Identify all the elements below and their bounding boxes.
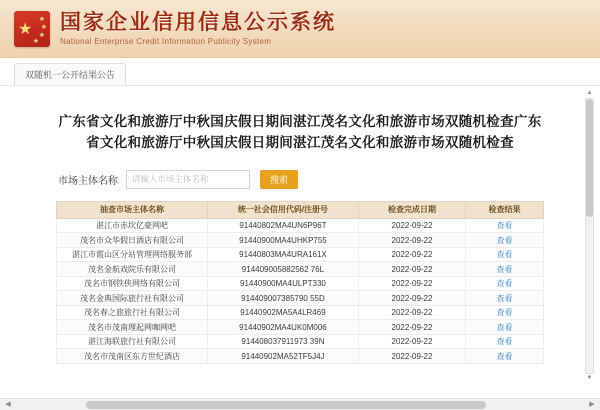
cell-check-date: 2022-09-22 xyxy=(358,218,465,233)
cell-check-date: 2022-09-22 xyxy=(358,305,465,320)
cell-entity-name: 茂名市茂南区东方世纪酒店 xyxy=(57,349,208,364)
cell-check-date: 2022-09-22 xyxy=(358,233,465,248)
table-row xyxy=(57,291,544,306)
view-result-link[interactable]: 查看 xyxy=(496,279,513,289)
results-table xyxy=(56,201,544,364)
breadcrumb-tab-result-announcement[interactable]: 双随机一公开结果公告 xyxy=(14,63,126,85)
cell-check-date: 2022-09-22 xyxy=(358,276,465,291)
cell-check-date: 2022-09-22 xyxy=(358,349,465,364)
view-result-link[interactable]: 查看 xyxy=(496,322,513,332)
cell-check-result xyxy=(466,305,544,320)
cell-credit-code: 91440803MA4URA161X xyxy=(207,247,358,262)
horizontal-scrollbar[interactable] xyxy=(0,398,600,410)
search-button[interactable]: 搜索 xyxy=(260,170,298,189)
view-result-link[interactable]: 查看 xyxy=(496,293,513,303)
view-result-link[interactable]: 查看 xyxy=(496,221,513,231)
cell-entity-name: 茂名市茂南理起网咖网吧 xyxy=(57,320,208,335)
cell-credit-code: 914408037911973 39N xyxy=(207,334,358,349)
vertical-scrollbar-thumb[interactable] xyxy=(586,99,593,217)
cell-check-result xyxy=(466,320,544,335)
search-label: 市场主体名称 xyxy=(58,175,118,187)
site-header xyxy=(0,0,600,58)
scroll-down-icon[interactable]: ▼ xyxy=(586,375,593,381)
column-header-result: 检查结果 xyxy=(466,201,544,218)
cell-check-result xyxy=(466,291,544,306)
view-result-link[interactable]: 查看 xyxy=(496,264,513,274)
cell-check-result xyxy=(466,247,544,262)
breadcrumb xyxy=(0,58,600,86)
cell-check-result xyxy=(466,218,544,233)
cell-credit-code: 91440900MA4ULPT330 xyxy=(207,276,358,291)
table-row xyxy=(57,218,544,233)
content-card xyxy=(0,86,600,410)
cell-entity-name: 湛江市霞山区分站管理网络服务部 xyxy=(57,247,208,262)
cell-check-result xyxy=(466,276,544,291)
national-emblem-icon: ★ ★ ★ ★ ★ xyxy=(14,11,50,47)
table-row xyxy=(57,262,544,277)
cell-check-result xyxy=(466,334,544,349)
table-row xyxy=(57,305,544,320)
view-result-link[interactable]: 查看 xyxy=(496,250,513,260)
site-titles xyxy=(60,11,336,46)
site-title-cn: 国家企业信用信息公示系统 xyxy=(60,10,336,34)
cell-credit-code: 91440902MA5A4LR469 xyxy=(207,305,358,320)
cell-entity-name: 湛江海联旅行社有限公司 xyxy=(57,334,208,349)
horizontal-scrollbar-thumb[interactable] xyxy=(86,401,486,409)
cell-check-date: 2022-09-22 xyxy=(358,320,465,335)
table-row xyxy=(57,334,544,349)
table-row xyxy=(57,276,544,291)
page-title: 广东省文化和旅游厅中秋国庆假日期间湛江茂名文化和旅游市场双随机检查广东省文化和旅游厅中秋国庆假日期间湛江茂名文化和旅游市场双随机检查 xyxy=(58,114,542,150)
cell-entity-name: 茂名金航戏院乐有限公司 xyxy=(57,262,208,277)
view-result-link[interactable]: 查看 xyxy=(496,337,513,347)
cell-entity-name: 茂名市钢铁侠网络有限公司 xyxy=(57,276,208,291)
site-title-en: National Enterprise Credit Information Publicity System xyxy=(60,37,272,47)
table-row xyxy=(57,247,544,262)
scroll-left-icon[interactable]: ◀ xyxy=(5,401,11,408)
cell-credit-code: 914409005882562 76L xyxy=(207,262,358,277)
table-row xyxy=(57,320,544,335)
view-result-link[interactable]: 查看 xyxy=(496,308,513,318)
cell-entity-name: 茂名市众华假日酒店有限公司 xyxy=(57,233,208,248)
cell-check-result xyxy=(466,262,544,277)
cell-check-date: 2022-09-22 xyxy=(358,334,465,349)
results-table-body xyxy=(57,218,544,363)
search-input[interactable] xyxy=(126,170,250,189)
column-header-code: 统一社会信用代码/注册号 xyxy=(207,201,358,218)
table-row xyxy=(57,349,544,364)
column-header-date: 检查完成日期 xyxy=(358,201,465,218)
cell-check-date: 2022-09-22 xyxy=(358,262,465,277)
cell-check-date: 2022-09-22 xyxy=(358,247,465,262)
scroll-right-icon[interactable]: ▶ xyxy=(589,401,595,408)
view-result-link[interactable]: 查看 xyxy=(496,235,513,245)
vertical-scrollbar[interactable] xyxy=(585,90,594,381)
cell-credit-code: 91440902MA52TF5J4J xyxy=(207,349,358,364)
cell-credit-code: 91440902MA4UK0M006 xyxy=(207,320,358,335)
view-result-link[interactable]: 查看 xyxy=(496,351,513,361)
cell-credit-code: 91440802MA4UN6P96T xyxy=(207,218,358,233)
cell-entity-name: 茂名金典国际旅行社有限公司 xyxy=(57,291,208,306)
cell-check-date: 2022-09-22 xyxy=(358,291,465,306)
results-table-wrapper xyxy=(34,201,566,364)
cell-credit-code: 91440900MA4UHKP755 xyxy=(207,233,358,248)
cell-entity-name: 湛江市赤坎亿豪网吧 xyxy=(57,218,208,233)
column-header-name: 抽查市场主体名称 xyxy=(57,201,208,218)
search-bar xyxy=(34,170,566,189)
cell-check-result xyxy=(466,233,544,248)
cell-credit-code: 914409007385790 55D xyxy=(207,291,358,306)
cell-entity-name: 茂名春之旅旅行社有限公司 xyxy=(57,305,208,320)
scroll-up-icon[interactable]: ▲ xyxy=(586,90,593,96)
table-row xyxy=(57,233,544,248)
cell-check-result xyxy=(466,349,544,364)
table-header-row xyxy=(57,201,544,218)
